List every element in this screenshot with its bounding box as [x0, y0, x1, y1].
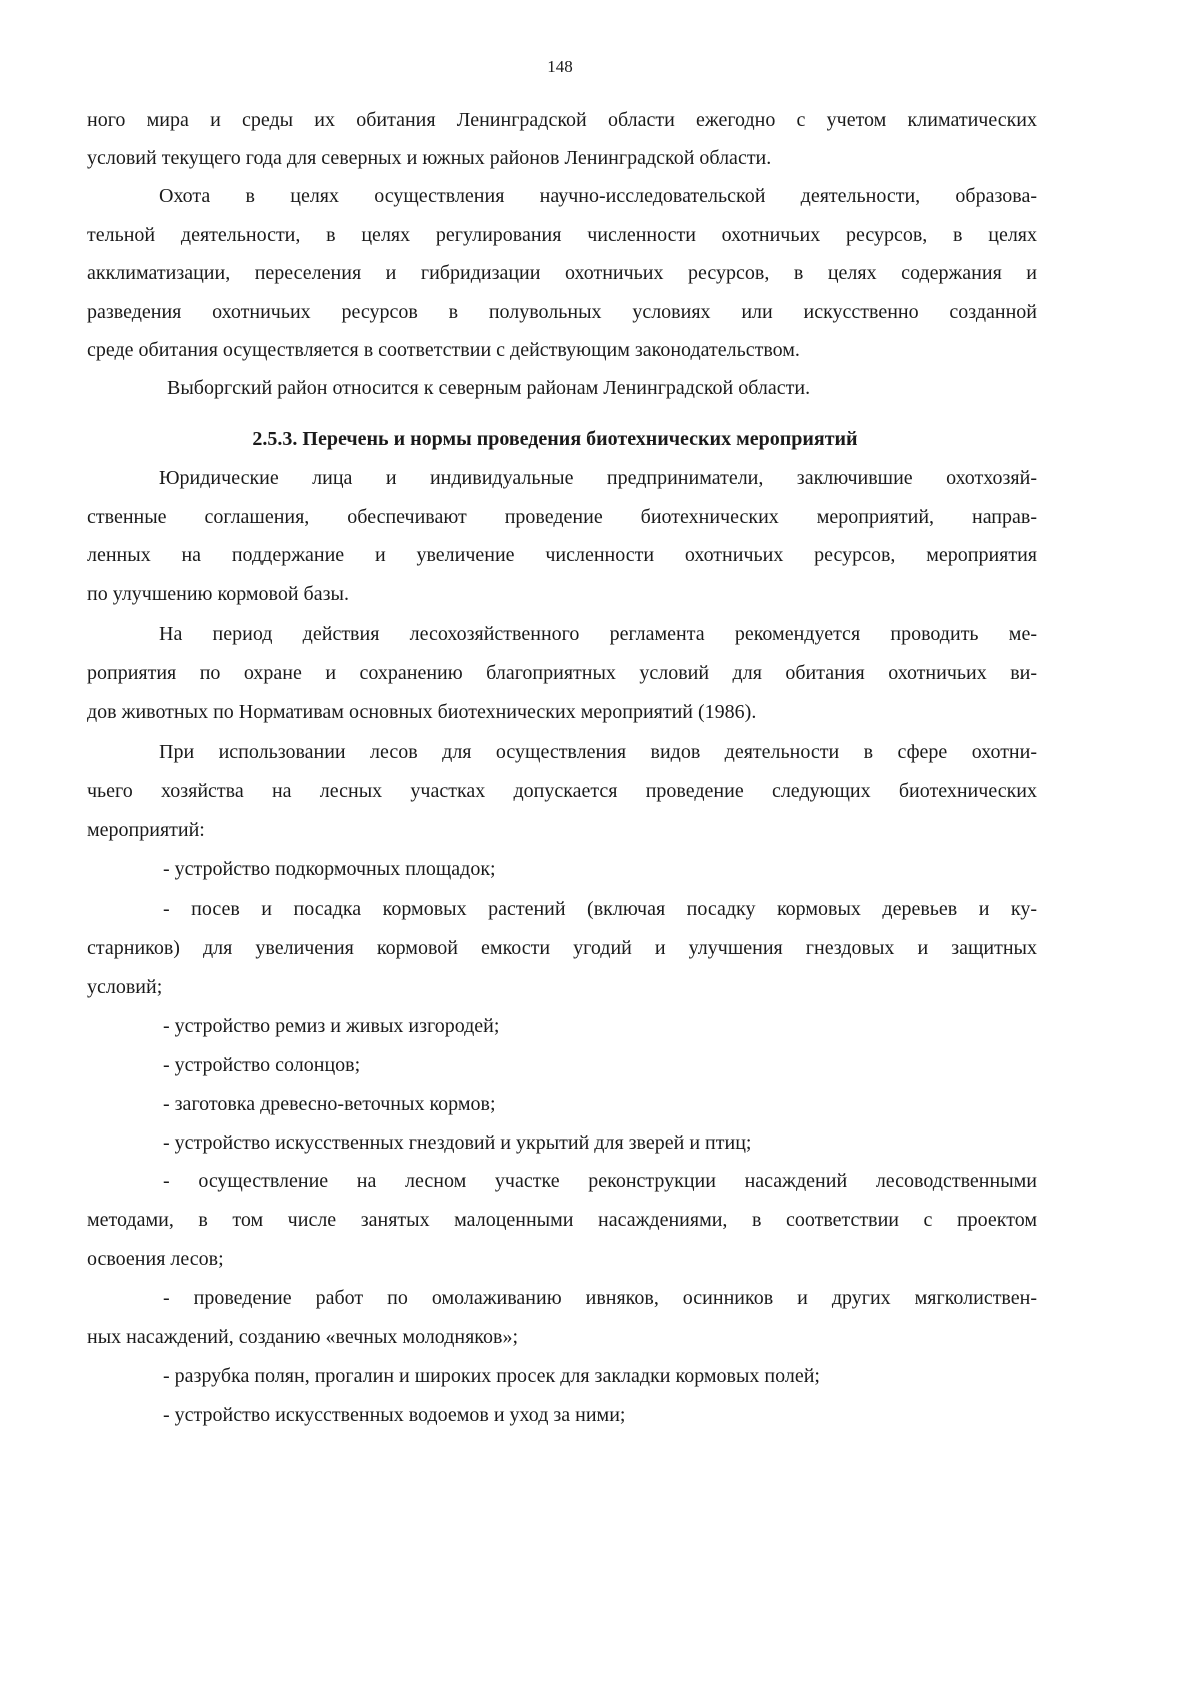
- list-item: - устройство искусственных гнездовий и укрытий для зверей и птиц;: [163, 1132, 752, 1154]
- text-line: роприятия по охране и сохранению благоприятных условий для обитания охотничьих ви-: [87, 662, 1037, 684]
- list-item: - заготовка древесно-веточных кормов;: [163, 1093, 496, 1115]
- list-item: - устройство ремиз и живых изгородей;: [163, 1015, 500, 1037]
- section-heading: 2.5.3. Перечень и нормы проведения биотехнических мероприятий: [252, 428, 858, 450]
- list-item: - осуществление на лесном участке реконструкции насаждений лесоводственными: [163, 1170, 1037, 1192]
- text-line: разведения охотничьих ресурсов в полувольных условиях или искусственно созданной: [87, 301, 1037, 323]
- text-line: ного мира и среды их обитания Ленинградской области ежегодно с учетом климатических: [87, 109, 1037, 131]
- text-line: условий текущего года для северных и южных районов Ленинградской области.: [87, 147, 772, 169]
- text-line: дов животных по Нормативам основных биотехнических мероприятий (1986).: [87, 701, 757, 723]
- text-line: чьего хозяйства на лесных участках допускается проведение следующих биотехнических: [87, 780, 1037, 802]
- text-line: Охота в целях осуществления научно-исследовательской деятельности, образова-: [159, 185, 1037, 207]
- text-line: мероприятий:: [87, 819, 205, 841]
- text-line: методами, в том числе занятых малоценными насаждениями, в соответствии с проектом: [87, 1209, 1037, 1231]
- text-line: ственные соглашения, обеспечивают проведение биотехнических мероприятий, направ-: [87, 506, 1037, 528]
- text-line: При использовании лесов для осуществления видов деятельности в сфере охотни-: [159, 741, 1037, 763]
- page-number: 148: [547, 57, 573, 76]
- list-item: - проведение работ по омолаживанию ивняков, осинников и других мягколиствен-: [163, 1287, 1037, 1309]
- text-line: акклиматизации, переселения и гибридизации охотничьих ресурсов, в целях содержания и: [87, 262, 1037, 284]
- text-line: Юридические лица и индивидуальные предприниматели, заключившие охотхозяй-: [159, 467, 1037, 489]
- text-line: Выборгский район относится к северным районам Ленинградской области.: [167, 377, 811, 399]
- text-line: На период действия лесохозяйственного регламента рекомендуется проводить ме-: [159, 623, 1037, 645]
- list-item: - посев и посадка кормовых растений (включая посадку кормовых деревьев и ку-: [163, 898, 1037, 920]
- list-item: - устройство солонцов;: [163, 1054, 361, 1076]
- text-line: старников) для увеличения кормовой емкости угодий и улучшения гнездовых и защитных: [87, 937, 1037, 959]
- list-item: - разрубка полян, прогалин и широких просек для закладки кормовых полей;: [163, 1365, 820, 1387]
- text-line: по улучшению кормовой базы.: [87, 583, 349, 605]
- text-line: тельной деятельности, в целях регулирования численности охотничьих ресурсов, в целях: [87, 224, 1037, 246]
- text-line: ных насаждений, созданию «вечных молодняков»;: [87, 1326, 518, 1348]
- text-line: ленных на поддержание и увеличение численности охотничьих ресурсов, мероприятия: [87, 544, 1037, 566]
- text-line: среде обитания осуществляется в соответствии с действующим законодательством.: [87, 339, 800, 361]
- text-line: освоения лесов;: [87, 1248, 224, 1270]
- text-line: условий;: [87, 976, 163, 998]
- list-item: - устройство искусственных водоемов и уход за ними;: [163, 1404, 626, 1426]
- list-item: - устройство подкормочных площадок;: [163, 858, 496, 880]
